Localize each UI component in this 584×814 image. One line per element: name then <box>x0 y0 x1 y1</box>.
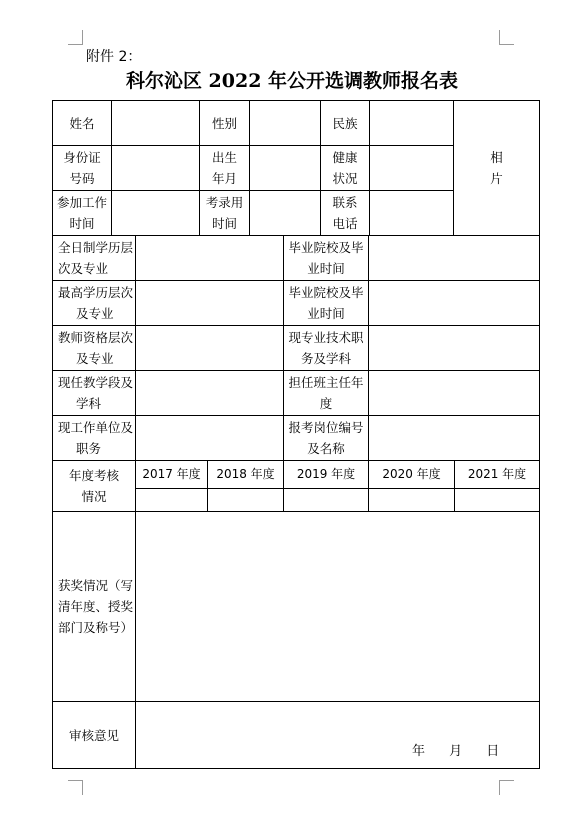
label-work-start: 参加工作 时间 <box>52 190 112 236</box>
hire-time-field[interactable] <box>249 190 321 236</box>
contact-field[interactable] <box>369 190 454 236</box>
label-gender: 性别 <box>199 100 250 146</box>
label-hire-time: 考录用 时间 <box>199 190 250 236</box>
label-graduate-school: 毕业院校及毕 业时间 <box>283 235 369 281</box>
label-annual-assessment: 年度考核 情况 <box>52 460 136 512</box>
label-current-unit: 现工作单位及 职务 <box>52 415 136 461</box>
attachment-label: 附件 2： <box>86 49 142 65</box>
assessment-2018-field[interactable] <box>207 488 284 512</box>
graduate-school-field[interactable] <box>368 235 540 281</box>
label-fulltime-education: 全日制学历层 次及专业 <box>52 235 136 281</box>
birth-field[interactable] <box>249 145 321 191</box>
margin-corner-bottom-right <box>499 780 514 795</box>
year-header-2019: 2019 年度 <box>283 460 369 489</box>
assessment-2020-field[interactable] <box>368 488 455 512</box>
applied-post-field[interactable] <box>368 415 540 461</box>
awards-field[interactable] <box>135 511 540 702</box>
graduate-school-2-field[interactable] <box>368 280 540 326</box>
label-teacher-cert: 教师资格层次 及专业 <box>52 325 136 371</box>
margin-corner-bottom-left <box>68 780 83 795</box>
professional-title-field[interactable] <box>368 325 540 371</box>
assessment-2017-field[interactable] <box>135 488 208 512</box>
gender-field[interactable] <box>249 100 321 146</box>
health-field[interactable] <box>369 145 454 191</box>
year-header-2018: 2018 年度 <box>207 460 284 489</box>
current-unit-field[interactable] <box>135 415 284 461</box>
id-number-field[interactable] <box>111 145 200 191</box>
label-contact: 联系 电话 <box>320 190 370 236</box>
review-date: 年 月 日 <box>412 744 500 759</box>
label-awards: 获奖情况（写 清年度、授奖 部门及称号） <box>52 511 136 702</box>
label-name: 姓名 <box>52 100 112 146</box>
page-title: 科尔沁区 2022 年公开选调教师报名表 <box>125 70 459 92</box>
photo-box[interactable]: 相 片 <box>453 100 540 236</box>
work-start-field[interactable] <box>111 190 200 236</box>
label-health: 健康 状况 <box>320 145 370 191</box>
year-header-2021: 2021 年度 <box>454 460 540 489</box>
label-highest-education: 最高学历层次 及专业 <box>52 280 136 326</box>
margin-corner-top-right <box>499 30 514 45</box>
label-birth: 出生 年月 <box>199 145 250 191</box>
year-header-2017: 2017 年度 <box>135 460 208 489</box>
year-header-2020: 2020 年度 <box>368 460 455 489</box>
fulltime-education-field[interactable] <box>135 235 284 281</box>
assessment-2021-field[interactable] <box>454 488 540 512</box>
margin-corner-top-left <box>68 30 83 45</box>
teacher-cert-field[interactable] <box>135 325 284 371</box>
label-applied-post: 报考岗位编号 及名称 <box>283 415 369 461</box>
label-ethnicity: 民族 <box>320 100 370 146</box>
label-graduate-school-2: 毕业院校及毕 业时间 <box>283 280 369 326</box>
label-review: 审核意见 <box>52 701 136 769</box>
label-teaching-subject: 现任教学段及 学科 <box>52 370 136 416</box>
highest-education-field[interactable] <box>135 280 284 326</box>
label-professional-title: 现专业技术职 务及学科 <box>283 325 369 371</box>
teaching-subject-field[interactable] <box>135 370 284 416</box>
ethnicity-field[interactable] <box>369 100 454 146</box>
label-id-number: 身份证 号码 <box>52 145 112 191</box>
headteacher-years-field[interactable] <box>368 370 540 416</box>
name-field[interactable] <box>111 100 200 146</box>
label-headteacher-years: 担任班主任年 度 <box>283 370 369 416</box>
assessment-2019-field[interactable] <box>283 488 369 512</box>
